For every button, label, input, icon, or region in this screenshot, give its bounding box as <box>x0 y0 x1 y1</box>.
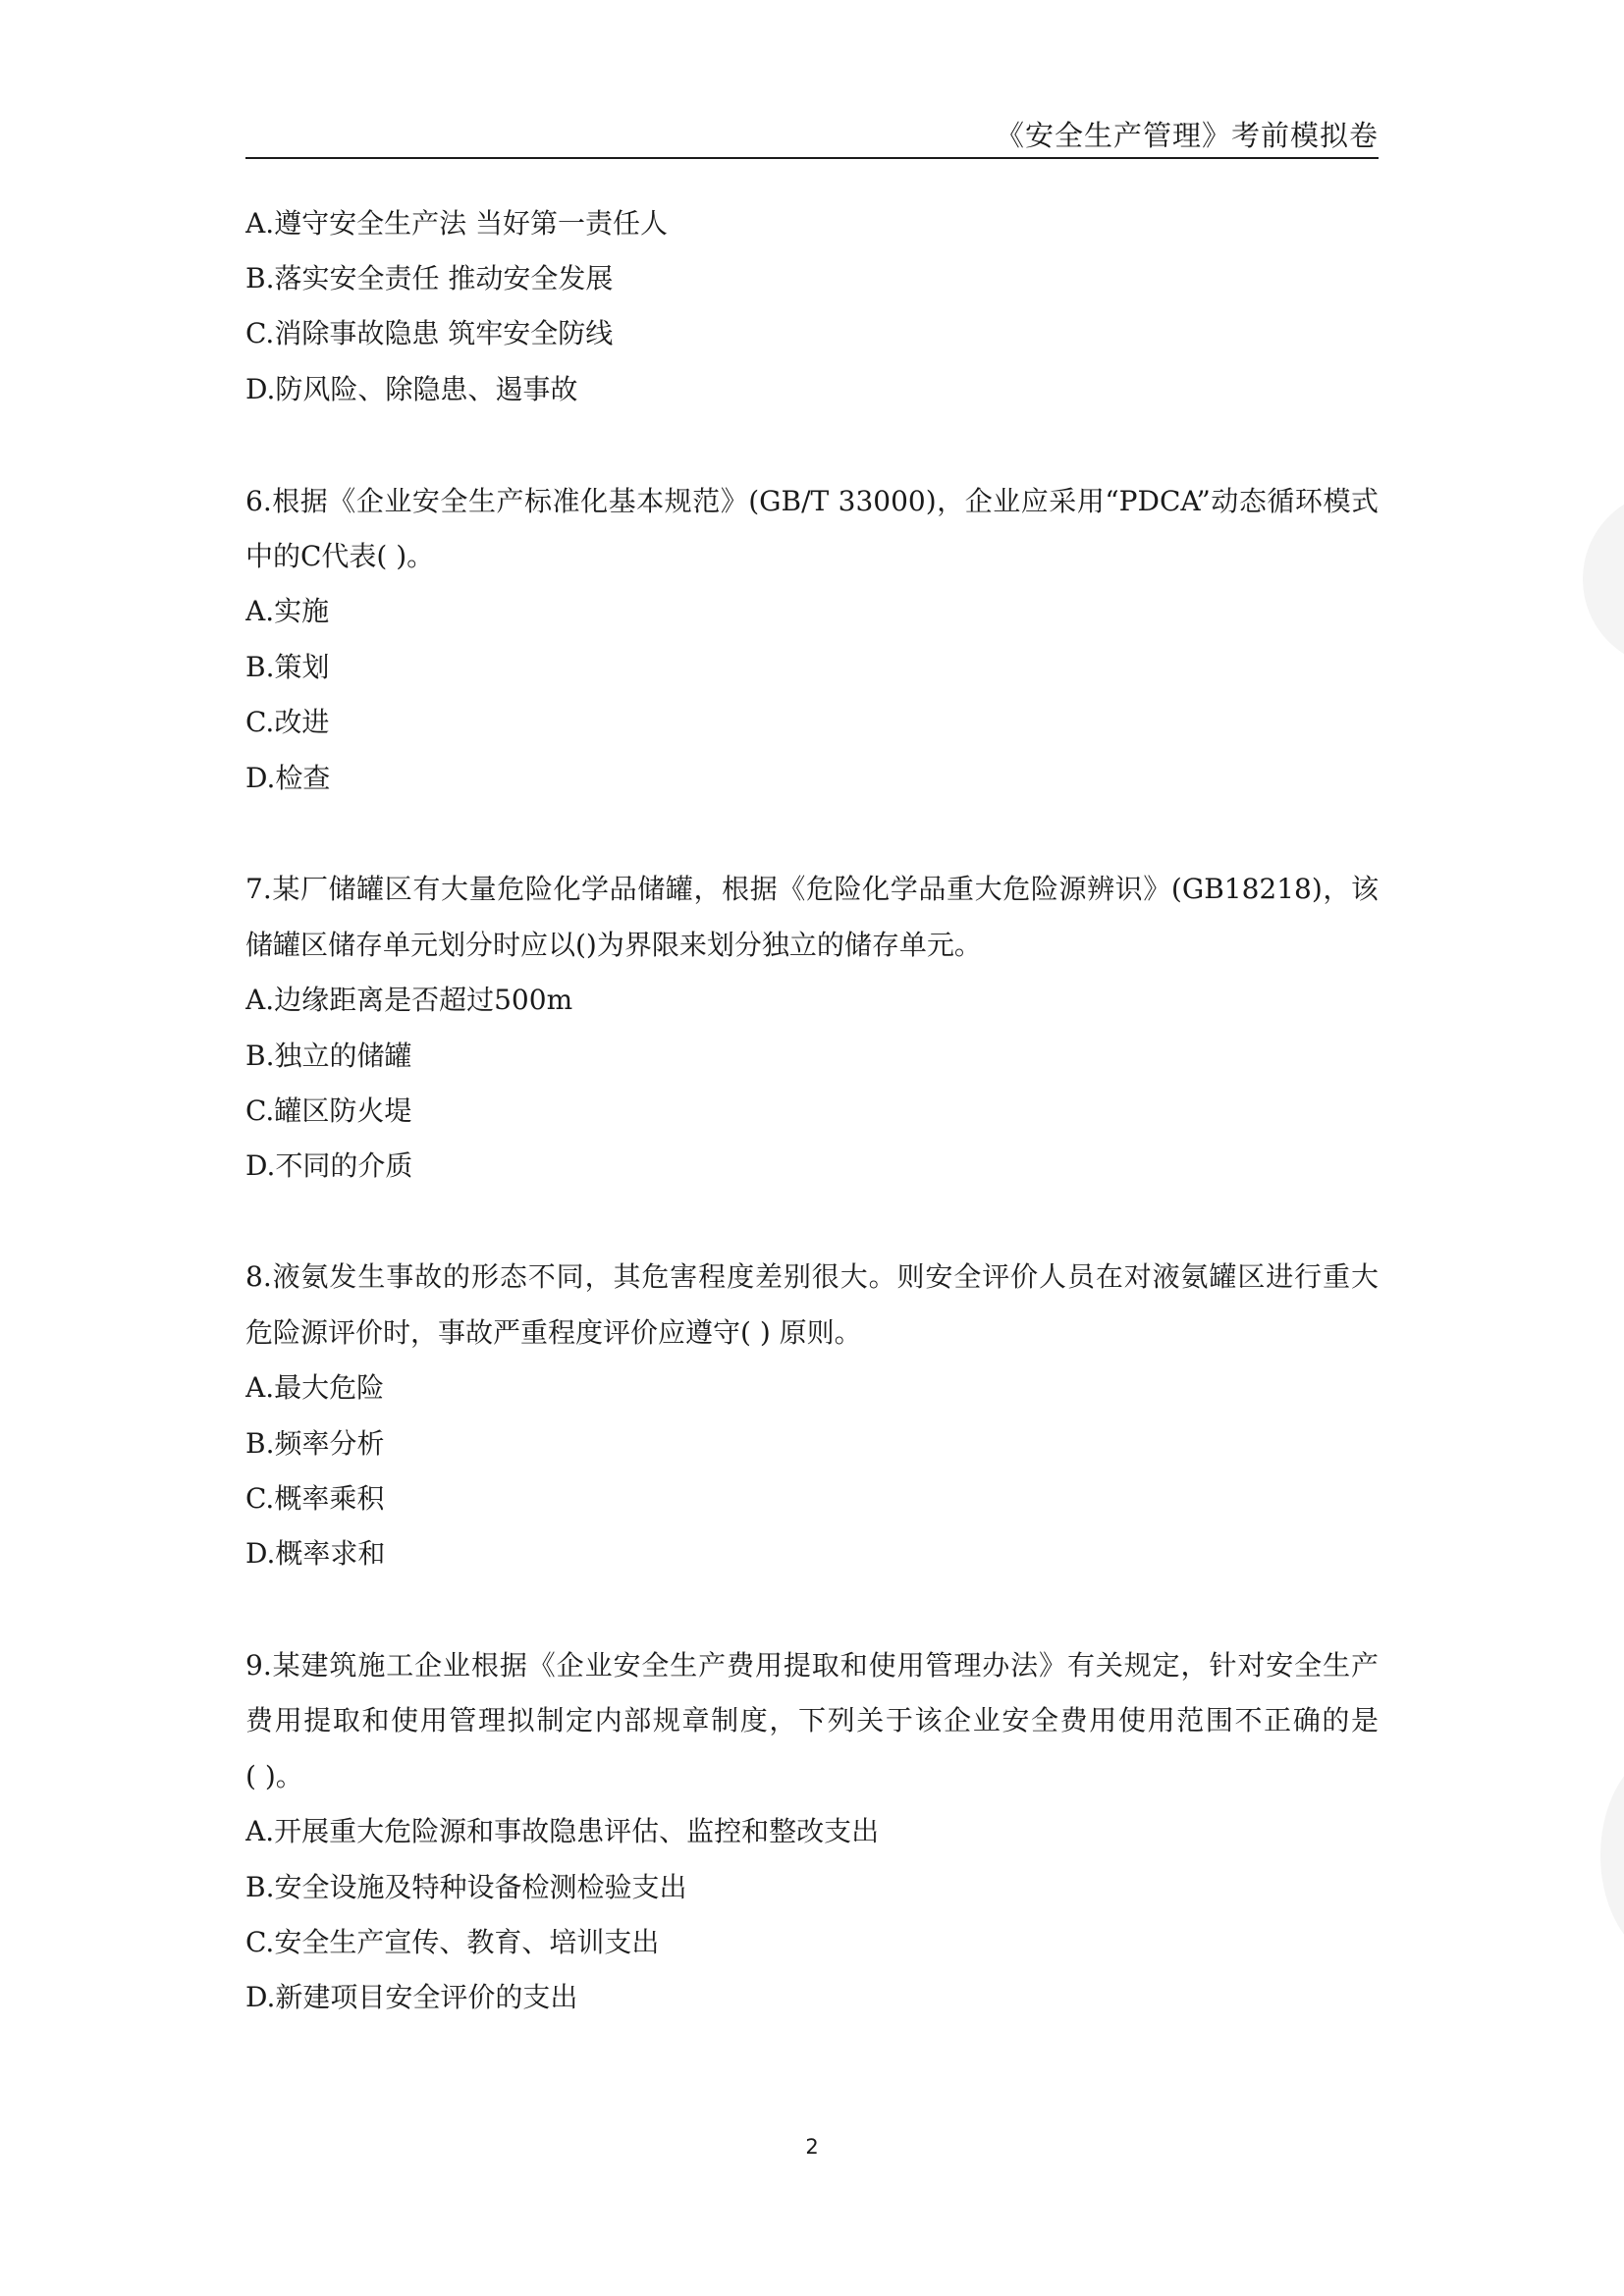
option-c: C.概率乘积 <box>245 1482 385 1515</box>
option-b: B.安全设施及特种设备检测检验支出 <box>245 1871 687 1903</box>
watermark-shape <box>1600 1747 1624 1963</box>
option-b: B.策划 <box>245 651 330 683</box>
option-a: A.开展重大危险源和事故隐患评估、监控和整改支出 <box>245 1815 880 1847</box>
option-b: B.频率分析 <box>245 1427 385 1460</box>
watermark-shape <box>1583 491 1624 667</box>
option-c: C.消除事故隐患 筑牢安全防线 <box>245 317 614 349</box>
option-d: D.新建项目安全评价的支出 <box>245 1981 578 2013</box>
option-b: B.落实安全责任 推动安全发展 <box>245 262 614 294</box>
question-7-stem-line-2: 储罐区储存单元划分时应以()为界限来划分独立的储存单元。 <box>245 929 982 961</box>
document-header-title: 《安全生产管理》考前模拟卷 <box>995 119 1379 152</box>
option-c: C.安全生产宣传、教育、培训支出 <box>245 1926 660 1958</box>
question-9-stem-line-3: ( )。 <box>245 1760 303 1792</box>
option-d: D.概率求和 <box>245 1537 386 1570</box>
question-9-stem-line-2: 费用提取和使用管理拟制定内部规章制度，下列关于该企业安全费用使用范围不正确的是 <box>245 1704 1379 1736</box>
option-a: A.实施 <box>245 595 330 627</box>
question-6-stem-line-2: 中的C代表( )。 <box>245 540 435 572</box>
option-a: A.遵守安全生产法 当好第一责任人 <box>245 207 669 240</box>
option-b: B.独立的储罐 <box>245 1040 412 1072</box>
option-a: A.最大危险 <box>245 1371 385 1404</box>
option-d: D.检查 <box>245 762 331 794</box>
question-8-stem-line-2: 危险源评价时，事故严重程度评价应遵守( ) 原则。 <box>245 1316 862 1349</box>
header-rule <box>245 157 1379 159</box>
question-8-stem-line-1: 8.液氨发生事故的形态不同，其危害程度差别很大。则安全评价人员在对液氨罐区进行重大 <box>245 1260 1379 1293</box>
page-number: 2 <box>805 2135 819 2159</box>
question-7-stem-line-1: 7.某厂储罐区有大量危险化学品储罐，根据《危险化学品重大危险源辨识》(GB18218)，该 <box>245 873 1379 905</box>
question-9-stem-line-1: 9.某建筑施工企业根据《企业安全生产费用提取和使用管理办法》有关规定，针对安全生产 <box>245 1649 1379 1682</box>
option-d: D.防风险、除隐患、遏事故 <box>245 373 578 405</box>
option-c: C.罐区防火堤 <box>245 1095 412 1127</box>
question-6-stem-line-1: 6.根据《企业安全生产标准化基本规范》(GB/T 33000)，企业应采用“PDCA”动态循环模式 <box>245 485 1379 517</box>
option-d: D.不同的介质 <box>245 1149 413 1182</box>
option-c: C.改进 <box>245 706 330 738</box>
option-a: A.边缘距离是否超过500m <box>245 984 573 1016</box>
